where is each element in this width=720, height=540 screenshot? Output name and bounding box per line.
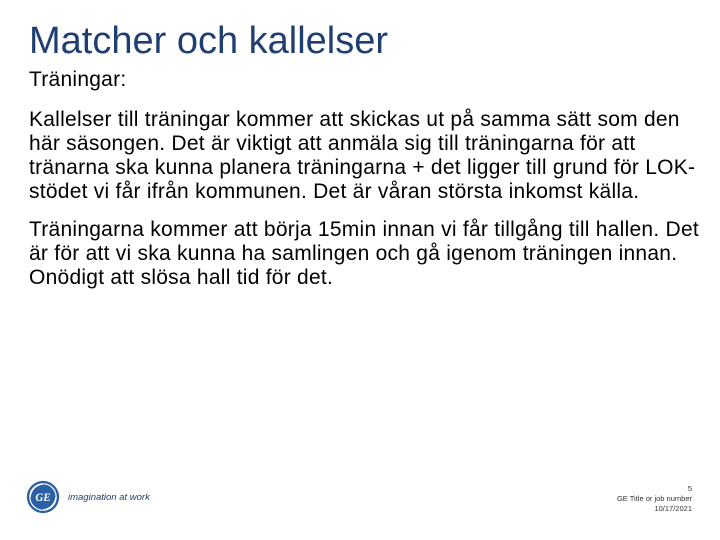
section-heading: Träningar: (29, 68, 127, 91)
footer-date: 10/17/2021 (654, 504, 692, 513)
ge-logo (26, 480, 60, 514)
ge-logo-text: GE (35, 491, 51, 504)
paragraph-training-start: Träningarna kommer att börja 15min innan vi får tillgång till hallen. Det är för att vi ska kunna ha samlingen och gå igenom träningen innan. Onödigt att slösa hall tid för det. (29, 218, 699, 289)
footer-doc-title: GE Title or job number (616, 494, 692, 503)
slide-body (29, 68, 699, 290)
slide-title: Matcher och kallelser (29, 20, 389, 62)
footer-info (617, 484, 692, 514)
footer-branding (26, 480, 150, 514)
footer-tagline: imagination at work (68, 491, 150, 503)
paragraph-invitations: Kallelser till träningar kommer att skickas ut på samma sätt som den här säsongen. Det är viktigt att anmäla sig till träningarna för att tränarna ska kunna planera träningarna + det ligger till grund för LOK-stödet vi får ifrån kommunen. Det är våran största inkomst källa. (29, 108, 696, 203)
page-number: 5 (687, 484, 692, 493)
